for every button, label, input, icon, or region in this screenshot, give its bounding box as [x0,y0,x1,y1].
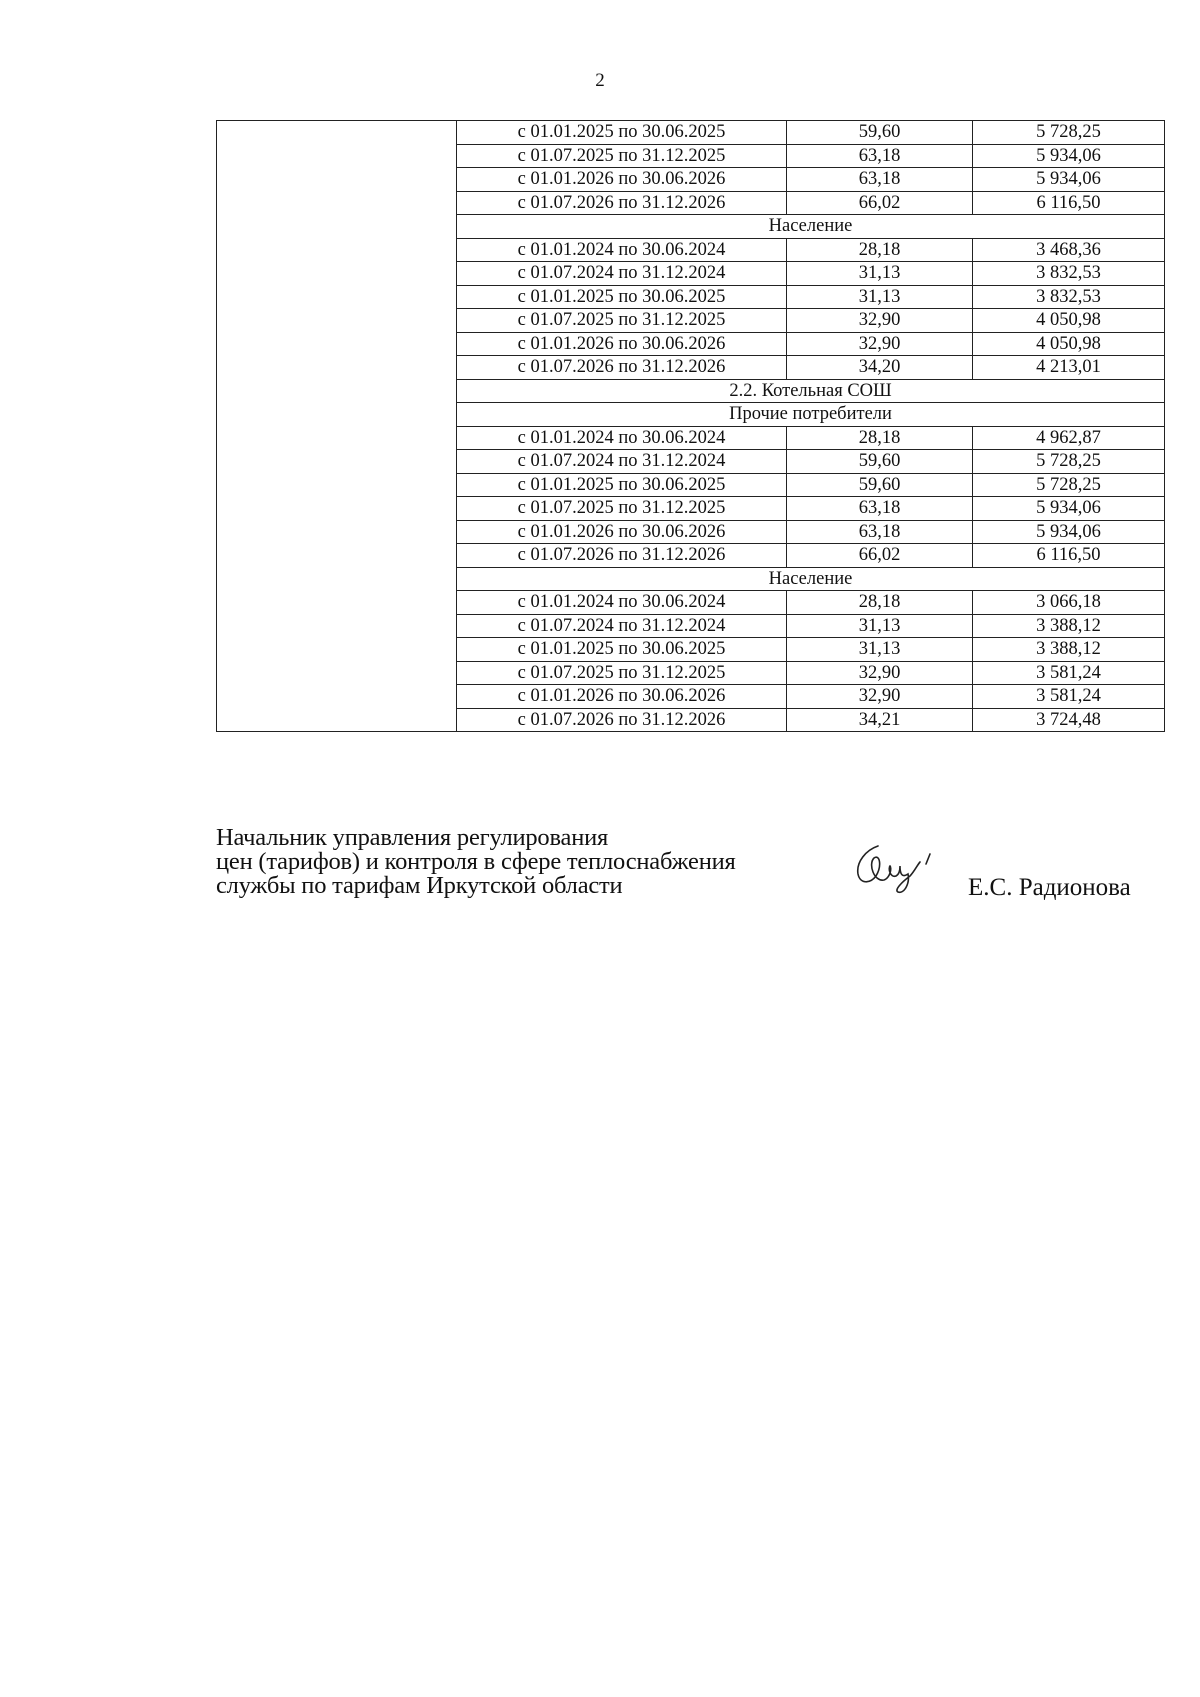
value-2-cell: 5 934,06 [973,144,1165,168]
period-cell: с 01.07.2026 по 31.12.2026 [457,191,787,215]
value-2-cell: 5 934,06 [973,520,1165,544]
period-cell: с 01.07.2024 по 31.12.2024 [457,450,787,474]
period-cell: с 01.01.2026 по 30.06.2026 [457,332,787,356]
value-2-cell: 3 066,18 [973,591,1165,615]
value-1-cell: 31,13 [787,262,973,286]
group-heading-cell: Население [457,215,1165,239]
period-cell: с 01.07.2026 по 31.12.2026 [457,356,787,380]
period-cell: с 01.07.2026 по 31.12.2026 [457,544,787,568]
table-row [217,121,1165,145]
value-2-cell: 5 934,06 [973,497,1165,521]
value-2-cell: 4 213,01 [973,356,1165,380]
value-1-cell: 63,18 [787,168,973,192]
value-1-cell: 32,90 [787,661,973,685]
value-1-cell: 66,02 [787,191,973,215]
value-2-cell: 6 116,50 [973,191,1165,215]
value-2-cell: 3 581,24 [973,661,1165,685]
blank-left-cell [217,121,457,732]
period-cell: с 01.07.2024 по 31.12.2024 [457,614,787,638]
value-1-cell: 66,02 [787,544,973,568]
period-cell: с 01.01.2025 по 30.06.2025 [457,473,787,497]
value-1-cell: 32,90 [787,332,973,356]
period-cell: с 01.07.2026 по 31.12.2026 [457,708,787,732]
value-2-cell: 3 581,24 [973,685,1165,709]
value-2-cell: 5 728,25 [973,473,1165,497]
group-heading-cell: 2.2. Котельная СОШ [457,379,1165,403]
period-cell: с 01.01.2025 по 30.06.2025 [457,285,787,309]
value-2-cell: 3 468,36 [973,238,1165,262]
period-cell: с 01.01.2026 по 30.06.2026 [457,168,787,192]
period-cell: с 01.01.2026 по 30.06.2026 [457,520,787,544]
value-1-cell: 63,18 [787,497,973,521]
handwritten-signature [848,838,944,896]
value-1-cell: 28,18 [787,238,973,262]
value-1-cell: 28,18 [787,591,973,615]
value-2-cell: 3 832,53 [973,262,1165,286]
period-cell: с 01.01.2026 по 30.06.2026 [457,685,787,709]
value-1-cell: 59,60 [787,450,973,474]
value-2-cell: 3 388,12 [973,638,1165,662]
period-cell: с 01.01.2025 по 30.06.2025 [457,638,787,662]
period-cell: с 01.07.2025 по 31.12.2025 [457,144,787,168]
value-1-cell: 28,18 [787,426,973,450]
position-line-2: цен (тарифов) и контроля в сфере теплоснабжения [216,848,736,875]
value-1-cell: 63,18 [787,144,973,168]
value-2-cell: 3 832,53 [973,285,1165,309]
period-cell: с 01.01.2024 по 30.06.2024 [457,426,787,450]
value-1-cell: 34,21 [787,708,973,732]
tariff-table [216,120,1165,732]
value-1-cell: 59,60 [787,473,973,497]
value-2-cell: 5 728,25 [973,450,1165,474]
tariff-table-body [217,121,1165,732]
signer-name: Е.С. Радионова [968,874,1131,901]
period-cell: с 01.01.2024 по 30.06.2024 [457,238,787,262]
value-1-cell: 31,13 [787,285,973,309]
period-cell: с 01.01.2024 по 30.06.2024 [457,591,787,615]
position-line-1: Начальник управления регулирования [216,824,609,851]
period-cell: с 01.07.2024 по 31.12.2024 [457,262,787,286]
group-heading-cell: Прочие потребители [457,403,1165,427]
value-1-cell: 31,13 [787,638,973,662]
value-1-cell: 34,20 [787,356,973,380]
period-cell: с 01.07.2025 по 31.12.2025 [457,309,787,333]
period-cell: с 01.01.2025 по 30.06.2025 [457,121,787,145]
value-1-cell: 31,13 [787,614,973,638]
value-2-cell: 3 388,12 [973,614,1165,638]
period-cell: с 01.07.2025 по 31.12.2025 [457,661,787,685]
page-number: 2 [595,70,605,91]
value-2-cell: 4 962,87 [973,426,1165,450]
value-2-cell: 4 050,98 [973,332,1165,356]
value-1-cell: 32,90 [787,685,973,709]
position-line-3: службы по тарифам Иркутской области [216,872,623,899]
group-heading-cell: Население [457,567,1165,591]
value-1-cell: 59,60 [787,121,973,145]
value-2-cell: 4 050,98 [973,309,1165,333]
signature-block [216,826,736,898]
value-1-cell: 32,90 [787,309,973,333]
value-2-cell: 3 724,48 [973,708,1165,732]
value-2-cell: 5 728,25 [973,121,1165,145]
value-1-cell: 63,18 [787,520,973,544]
value-2-cell: 5 934,06 [973,168,1165,192]
value-2-cell: 6 116,50 [973,544,1165,568]
period-cell: с 01.07.2025 по 31.12.2025 [457,497,787,521]
